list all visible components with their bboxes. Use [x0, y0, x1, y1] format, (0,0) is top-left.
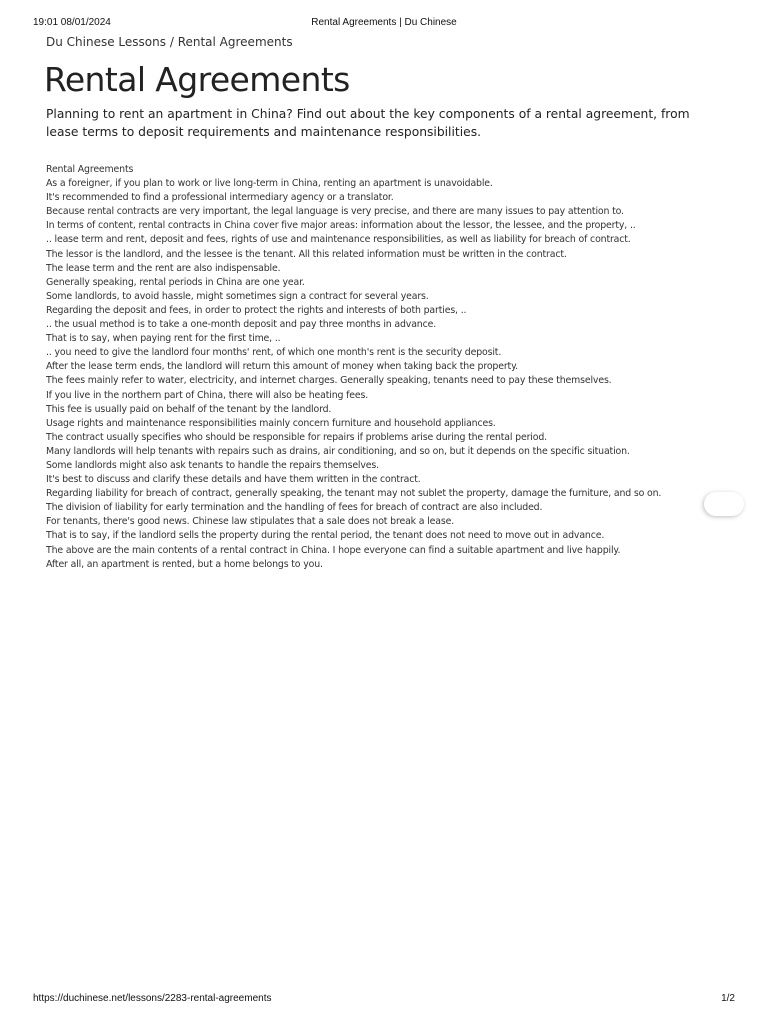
article-line: Generally speaking, rental periods in China are one year.: [46, 276, 305, 288]
side-drawer-handle[interactable]: [704, 492, 744, 516]
article-line: Usage rights and maintenance responsibilities mainly concern furniture and household appliances.: [46, 417, 496, 429]
article-line: The fees mainly refer to water, electricity, and internet charges. Generally speaking, tenants need to pay these themselves.: [46, 375, 612, 387]
article-line: Some landlords, to avoid hassle, might sometimes sign a contract for several years.: [46, 290, 429, 302]
article-line: .. you need to give the landlord four months' rent, of which one month's rent is the security deposit.: [46, 347, 502, 359]
article-line: The lessor is the landlord, and the lessee is the tenant. All this related information must be written in the contract.: [46, 248, 567, 260]
print-url: https://duchinese.net/lessons/2283-rental-agreements: [33, 993, 272, 1004]
lesson-intro: Planning to rent an apartment in China? Find out about the key components of a rental agreement, from lease terms to deposit requirements and maintenance responsibilities.: [46, 107, 690, 139]
print-page-number: 1/2: [721, 993, 735, 1004]
page-title: Rental Agreements: [44, 60, 350, 99]
article-line: Because rental contracts are very important, the legal language is very precise, and there are many issues to pay attention to.: [46, 206, 624, 218]
article-line: The division of liability for early termination and the handling of fees for breach of contract are also included.: [46, 502, 543, 514]
article-line: If you live in the northern part of China, there will also be heating fees.: [46, 389, 369, 401]
article-line: That is to say, when paying rent for the first time, ..: [46, 333, 281, 345]
article-line: Regarding liability for breach of contract, generally speaking, the tenant may not sublet the property, damage the furniture, and so on.: [46, 488, 662, 500]
article-line: In terms of content, rental contracts in China cover five major areas: information about the lessor, the lessee, and the property, ..: [46, 220, 636, 232]
article-line: That is to say, if the landlord sells the property during the rental period, the tenant does not need to move out in advance.: [46, 530, 605, 542]
article-line: For tenants, there's good news. Chinese law stipulates that a sale does not break a lease.: [46, 516, 455, 528]
article-line: Some landlords might also ask tenants to handle the repairs themselves.: [46, 459, 379, 471]
article-heading: Rental Agreements: [46, 164, 134, 175]
print-header: [33, 17, 735, 31]
article-line: This fee is usually paid on behalf of the tenant by the landlord.: [46, 403, 332, 415]
article-line: After all, an apartment is rented, but a home belongs to you.: [46, 558, 323, 570]
article-line: Regarding the deposit and fees, in order to protect the rights and interests of both parties, ..: [46, 304, 467, 316]
breadcrumb: [46, 35, 293, 49]
article-line: The lease term and the rent are also indispensable.: [46, 262, 281, 274]
article-line: .. the usual method is to take a one-month deposit and pay three months in advance.: [46, 319, 437, 331]
article-line: As a foreigner, if you plan to work or live long-term in China, renting an apartment is unavoidable.: [46, 178, 493, 190]
article-line: .. lease term and rent, deposit and fees, rights of use and maintenance responsibilities, as well as liability for breach of contract.: [46, 234, 631, 246]
breadcrumb-lessons-link[interactable]: Du Chinese Lessons: [46, 35, 166, 49]
print-footer: [33, 993, 735, 1007]
article-line: After the lease term ends, the landlord will return this amount of money when taking back the property.: [46, 361, 518, 373]
print-document-title: Rental Agreements | Du Chinese: [311, 17, 457, 28]
breadcrumb-current: Rental Agreements: [177, 35, 293, 49]
article-line: It's recommended to find a professional intermediary agency or a translator.: [46, 192, 394, 204]
print-timestamp: 19:01 08/01/2024: [33, 17, 111, 28]
article-line: It's best to discuss and clarify these details and have them written in the contract.: [46, 474, 421, 486]
article-line: The above are the main contents of a rental contract in China. I hope everyone can find a suitable apartment and live happily.: [46, 544, 621, 556]
article-line: Many landlords will help tenants with repairs such as drains, air conditioning, and so on, but it depends on the specific situation.: [46, 445, 630, 457]
article-line: The contract usually specifies who should be responsible for repairs if problems arise during the rental period.: [46, 431, 547, 443]
breadcrumb-separator: /: [169, 35, 174, 49]
article-body: [46, 163, 716, 572]
